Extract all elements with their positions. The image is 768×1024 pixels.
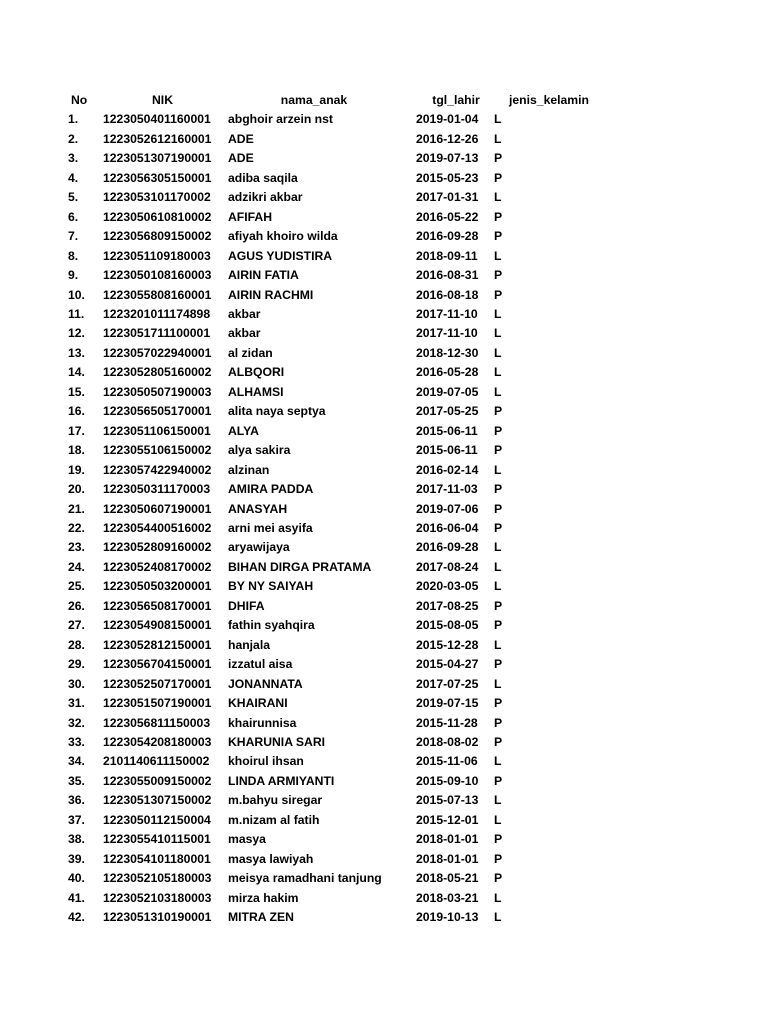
cell-nik: 1223050610810002 [103,209,212,224]
table-row [62,461,604,480]
cell-nik: 1223051507190001 [103,696,212,711]
cell-tgl-lahir: 2015-06-11 [416,423,478,438]
cell-nama-anak: khoirul ihsan [228,754,304,769]
cell-nama-anak: izzatul aisa [228,657,293,672]
cell-tgl-lahir: 2015-04-27 [416,657,479,672]
cell-jenis-kelamin: P [494,871,503,886]
cell-jenis-kelamin: P [494,404,503,419]
cell-no: 42. [68,910,85,925]
cell-tgl-lahir: 2018-05-21 [416,871,479,886]
cell-nama-anak: arni mei asyifa [228,520,313,535]
cell-nama-anak: MITRA ZEN [228,910,294,925]
cell-no: 27. [68,618,85,633]
cell-no: 24. [68,559,85,574]
cell-nama-anak: al zidan [228,345,273,360]
cell-nama-anak: BIHAN DIRGA PRATAMA [228,559,372,574]
header-row [62,91,604,110]
table-row [62,344,604,363]
cell-jenis-kelamin: P [494,287,503,302]
cell-no: 5. [68,190,79,205]
cell-tgl-lahir: 2015-08-05 [416,618,479,633]
cell-nama-anak: aryawijaya [228,540,290,555]
cell-jenis-kelamin: P [494,734,503,749]
cell-nik: 1223050108160003 [103,268,212,283]
cell-nama-anak: AMIRA PADDA [228,482,314,497]
table-row [62,149,604,168]
table-row [62,227,604,246]
cell-tgl-lahir: 2019-01-04 [416,112,479,127]
cell-nik: 1223050112150004 [103,812,211,827]
cell-jenis-kelamin: P [494,443,503,458]
cell-nik: 1223052408170002 [103,559,212,574]
cell-no: 25. [68,579,85,594]
cell-tgl-lahir: 2015-11-28 [416,715,478,730]
cell-tgl-lahir: 2019-07-06 [416,501,479,516]
cell-nama-anak: adzikri akbar [228,190,303,205]
cell-tgl-lahir: 2016-06-04 [416,520,479,535]
cell-nik: 1223052103180003 [103,890,212,905]
table-row [62,110,604,129]
cell-tgl-lahir: 2019-10-13 [416,910,479,925]
cell-tgl-lahir: 2016-12-26 [416,131,479,146]
cell-no: 38. [68,832,85,847]
table-row [62,908,604,927]
cell-nama-anak: BY NY SAIYAH [228,579,314,594]
cell-nik: 1223053101170002 [103,190,211,205]
cell-nama-anak: hanjala [228,637,270,652]
cell-jenis-kelamin: L [494,579,502,594]
header-jenis-kelamin: jenis_kelamin [509,93,589,107]
table-row [62,188,604,207]
table-row [62,655,604,674]
cell-nik: 1223054908150001 [103,618,212,633]
cell-no: 18. [68,443,85,458]
header-tgl-lahir: tgl_lahir [432,93,480,107]
cell-tgl-lahir: 2017-01-31 [416,190,479,205]
cell-nik: 1223050401160001 [103,112,211,127]
cell-tgl-lahir: 2016-08-18 [416,287,479,302]
cell-nama-anak: ALHAMSI [228,384,284,399]
cell-tgl-lahir: 2015-11-06 [416,754,478,769]
cell-no: 23. [68,540,85,555]
cell-jenis-kelamin: L [494,540,502,555]
cell-nama-anak: ANASYAH [228,501,288,516]
cell-jenis-kelamin: L [494,910,502,925]
cell-nik: 1223050311170003 [103,482,211,497]
cell-no: 11. [68,306,85,321]
cell-nama-anak: abghoir arzein nst [228,112,333,127]
cell-nama-anak: m.nizam al fatih [228,812,320,827]
cell-no: 6. [68,209,79,224]
cell-nik: 1223055410115001 [103,832,211,847]
cell-nama-anak: AIRIN FATIA [228,268,299,283]
cell-nama-anak: m.bahyu siregar [228,793,323,808]
cell-nik: 1223055808160001 [103,287,212,302]
cell-tgl-lahir: 2017-08-25 [416,598,479,613]
cell-jenis-kelamin: P [494,170,503,185]
table-row [62,889,604,908]
table-body [62,110,604,927]
cell-jenis-kelamin: P [494,151,503,166]
cell-no: 2. [68,131,79,146]
cell-nama-anak: KHAIRANI [228,696,288,711]
header-nama-anak: nama_anak [280,93,348,107]
cell-tgl-lahir: 2016-05-22 [416,209,479,224]
cell-no: 13. [68,345,85,360]
table-row [62,422,604,441]
cell-no: 29. [68,657,85,672]
cell-tgl-lahir: 2018-01-01 [416,832,479,847]
cell-jenis-kelamin: L [494,190,502,205]
cell-no: 32. [68,715,85,730]
cell-tgl-lahir: 2019-07-15 [416,696,479,711]
cell-no: 7. [68,229,79,244]
cell-no: 9. [68,268,79,283]
cell-tgl-lahir: 2015-12-28 [416,637,479,652]
cell-tgl-lahir: 2016-08-31 [416,268,479,283]
cell-nik: 1223055009150002 [103,773,212,788]
cell-jenis-kelamin: P [494,696,503,711]
cell-jenis-kelamin: L [494,345,502,360]
table-row [62,286,604,305]
cell-jenis-kelamin: P [494,209,503,224]
cell-no: 4. [68,170,79,185]
cell-jenis-kelamin: L [494,812,502,827]
header-no: No [71,93,88,107]
cell-nama-anak: meisya ramadhani tanjung [228,871,382,886]
cell-nik: 1223052612160001 [103,131,212,146]
cell-nama-anak: masya lawiyah [228,851,314,866]
cell-tgl-lahir: 2018-09-11 [416,248,478,263]
cell-nama-anak: DHIFA [228,598,265,613]
table-row [62,714,604,733]
cell-no: 30. [68,676,85,691]
cell-nama-anak: AIRIN RACHMI [228,287,314,302]
cell-nama-anak: AGUS YUDISTIRA [228,248,333,263]
cell-nik: 1223051307150002 [103,793,212,808]
cell-tgl-lahir: 2016-09-28 [416,540,479,555]
cell-nama-anak: akbar [228,306,261,321]
cell-nik: 1223051106150001 [103,423,211,438]
cell-nik: 1223052812150001 [103,637,212,652]
cell-jenis-kelamin: L [494,462,502,477]
table-row [62,791,604,810]
cell-jenis-kelamin: L [494,793,502,808]
cell-nik: 1223051307190001 [103,151,212,166]
cell-nik: 1223056811150003 [103,715,211,730]
cell-nama-anak: LINDA ARMIYANTI [228,773,335,788]
cell-no: 3. [68,151,79,166]
cell-jenis-kelamin: P [494,598,503,613]
cell-nik: 1223054208180003 [103,734,212,749]
cell-tgl-lahir: 2018-08-02 [416,734,479,749]
cell-nik: 1223056809150002 [103,229,212,244]
cell-jenis-kelamin: P [494,501,503,516]
cell-nama-anak: masya [228,832,266,847]
cell-no: 8. [68,248,79,263]
table-row [62,169,604,188]
cell-nama-anak: afiyah khoiro wilda [228,229,338,244]
cell-tgl-lahir: 2019-07-05 [416,384,479,399]
cell-nama-anak: adiba saqila [228,170,298,185]
table-row [62,266,604,285]
cell-no: 34. [68,754,85,769]
table-row [62,772,604,791]
table-row [62,538,604,557]
table-row [62,247,604,266]
cell-tgl-lahir: 2016-09-28 [416,229,479,244]
cell-no: 15. [68,384,85,399]
cell-nik: 1223051711100001 [103,326,211,341]
cell-jenis-kelamin: P [494,482,503,497]
table-row [62,130,604,149]
cell-no: 17. [68,423,85,438]
cell-jenis-kelamin: P [494,832,503,847]
cell-nik: 1223056704150001 [103,657,212,672]
cell-jenis-kelamin: L [494,559,502,574]
cell-tgl-lahir: 2015-05-23 [416,170,479,185]
cell-nik: 1223052809160002 [103,540,212,555]
cell-no: 37. [68,812,85,827]
cell-tgl-lahir: 2019-07-13 [416,151,479,166]
table-row [62,869,604,888]
table-row [62,383,604,402]
cell-no: 41. [68,890,85,905]
cell-tgl-lahir: 2017-05-25 [416,404,479,419]
cell-no: 10. [68,287,85,302]
table-row [62,208,604,227]
cell-tgl-lahir: 2017-11-03 [416,482,478,497]
cell-nik: 1223055106150002 [103,443,212,458]
cell-nik: 1223056505170001 [103,404,212,419]
table-row [62,480,604,499]
cell-no: 40. [68,871,85,886]
cell-jenis-kelamin: P [494,773,503,788]
cell-tgl-lahir: 2016-02-14 [416,462,479,477]
cell-no: 28. [68,637,85,652]
table-row [62,324,604,343]
cell-nama-anak: ALBQORI [228,365,285,380]
cell-nik: 1223050503200001 [103,579,212,594]
table-row [62,519,604,538]
table-row [62,305,604,324]
table-row [62,616,604,635]
cell-tgl-lahir: 2017-07-25 [416,676,479,691]
cell-nik: 1223057422940002 [103,462,212,477]
cell-nama-anak: JONANNATA [228,676,303,691]
cell-tgl-lahir: 2020-03-05 [416,579,479,594]
cell-jenis-kelamin: L [494,676,502,691]
cell-no: 16. [68,404,85,419]
cell-nama-anak: mirza hakim [228,890,299,905]
cell-jenis-kelamin: L [494,248,502,263]
table-row [62,752,604,771]
cell-tgl-lahir: 2015-06-11 [416,443,478,458]
cell-nik: 1223054400516002 [103,520,212,535]
cell-nama-anak: ADE [228,151,254,166]
cell-nik: 1223051109180003 [103,248,211,263]
cell-nama-anak: alzinan [228,462,270,477]
cell-jenis-kelamin: P [494,618,503,633]
cell-nik: 1223057022940001 [103,345,212,360]
table-row [62,441,604,460]
cell-tgl-lahir: 2015-09-10 [416,773,479,788]
table-row [62,733,604,752]
cell-nama-anak: ALYA [228,423,259,438]
cell-no: 19. [68,462,85,477]
cell-jenis-kelamin: P [494,715,503,730]
cell-jenis-kelamin: L [494,306,502,321]
cell-tgl-lahir: 2015-12-01 [416,812,479,827]
cell-nama-anak: khairunnisa [228,715,297,730]
table-row [62,675,604,694]
cell-tgl-lahir: 2017-08-24 [416,559,479,574]
cell-nik: 1223050607190001 [103,501,212,516]
cell-jenis-kelamin: P [494,229,503,244]
table-row [62,577,604,596]
cell-no: 33. [68,734,85,749]
cell-no: 36. [68,793,85,808]
cell-tgl-lahir: 2018-01-01 [416,851,479,866]
table-row [62,402,604,421]
cell-no: 35. [68,773,85,788]
cell-nik: 1223052507170001 [103,676,212,691]
table-row [62,636,604,655]
table-row [62,558,604,577]
cell-tgl-lahir: 2018-12-30 [416,345,479,360]
cell-nama-anak: AFIFAH [228,209,273,224]
cell-jenis-kelamin: P [494,520,503,535]
cell-nik: 1223056305150001 [103,170,212,185]
cell-jenis-kelamin: L [494,112,502,127]
cell-no: 22. [68,520,85,535]
cell-nik: 1223052805160002 [103,365,212,380]
cell-tgl-lahir: 2017-11-10 [416,326,478,341]
table-row [62,363,604,382]
cell-tgl-lahir: 2015-07-13 [416,793,479,808]
cell-tgl-lahir: 2017-11-10 [416,306,478,321]
cell-jenis-kelamin: P [494,657,503,672]
cell-nama-anak: alita naya septya [228,404,326,419]
children-table [62,91,604,927]
cell-nik: 2101140611150002 [103,754,210,769]
cell-nama-anak: ADE [228,131,254,146]
cell-nama-anak: KHARUNIA SARI [228,734,326,749]
table-row [62,811,604,830]
cell-nik: 1223051310190001 [103,910,212,925]
cell-no: 21. [68,501,85,516]
cell-no: 39. [68,851,85,866]
cell-nama-anak: fathin syahqira [228,618,315,633]
table-row [62,694,604,713]
cell-no: 20. [68,482,85,497]
cell-jenis-kelamin: L [494,890,502,905]
header-nik: NIK [152,93,173,107]
cell-jenis-kelamin: L [494,131,502,146]
table-row [62,830,604,849]
cell-nik: 1223201011174898 [103,306,211,321]
cell-jenis-kelamin: L [494,384,502,399]
cell-no: 14. [68,365,85,380]
cell-nik: 1223056508170001 [103,598,212,613]
cell-jenis-kelamin: L [494,754,502,769]
cell-nik: 1223050507190003 [103,384,212,399]
table-row [62,500,604,519]
cell-no: 31. [68,696,85,711]
cell-nama-anak: alya sakira [228,443,291,458]
cell-jenis-kelamin: L [494,365,502,380]
cell-no: 26. [68,598,85,613]
cell-nama-anak: akbar [228,326,261,341]
cell-jenis-kelamin: P [494,851,503,866]
cell-no: 12. [68,326,85,341]
cell-tgl-lahir: 2018-03-21 [416,890,479,905]
cell-tgl-lahir: 2016-05-28 [416,365,479,380]
cell-nik: 1223052105180003 [103,871,212,886]
cell-jenis-kelamin: L [494,326,502,341]
cell-no: 1. [68,112,79,127]
cell-jenis-kelamin: P [494,268,503,283]
cell-jenis-kelamin: L [494,637,502,652]
table-row [62,597,604,616]
table-row [62,850,604,869]
cell-nik: 1223054101180001 [103,851,211,866]
cell-jenis-kelamin: P [494,423,503,438]
